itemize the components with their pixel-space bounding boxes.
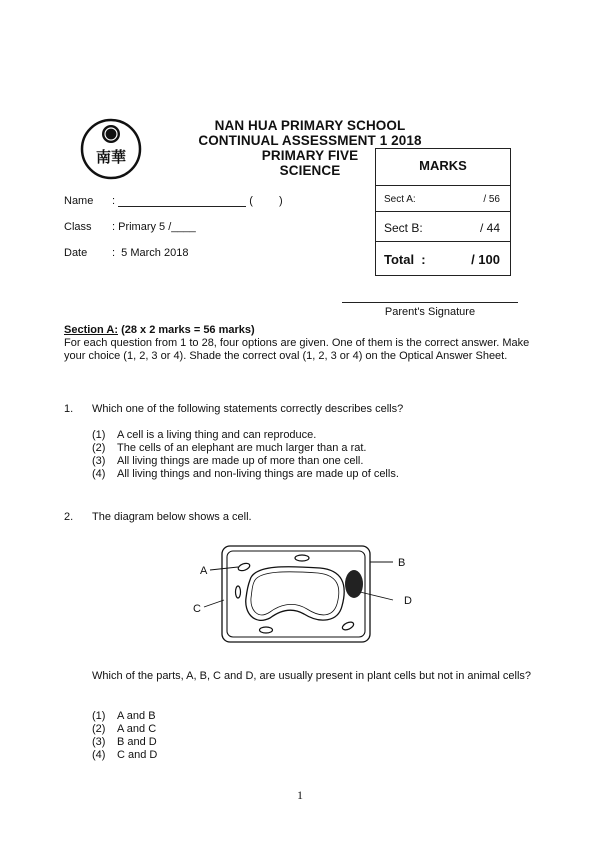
level-title: PRIMARY FIVE — [261, 148, 359, 163]
label-a: A — [200, 565, 208, 577]
marks-row-sect-a — [376, 185, 510, 212]
vacuole-inner — [251, 572, 339, 615]
class-value: : Primary 5 /____ — [112, 221, 196, 233]
option[interactable]: (2) The cells of an elephant are much larger than a rat. — [92, 442, 367, 454]
class-field[interactable] — [64, 221, 196, 233]
class-label: Class — [64, 221, 92, 233]
marks-value: / 100 — [471, 252, 500, 267]
name-paren-close: ) — [278, 195, 283, 207]
logo-text: 南華 — [95, 149, 127, 166]
option[interactable]: (1) A cell is a living thing and can reproduce. — [92, 429, 317, 441]
chloroplast — [237, 562, 250, 572]
subject-title: SCIENCE — [279, 163, 341, 178]
marks-row-total — [376, 241, 510, 276]
school-name: NAN HUA PRIMARY SCHOOL — [214, 118, 406, 133]
marks-title: MARKS — [419, 158, 467, 173]
date-field — [64, 247, 188, 259]
option[interactable]: (2) A and C — [92, 723, 157, 735]
date-label: Date — [64, 247, 88, 259]
question-text: Which one of the following statements correctly describes cells? — [92, 403, 404, 415]
date-value: : 5 March 2018 — [112, 247, 189, 259]
vacuole — [246, 567, 344, 621]
option[interactable]: (1) A and B — [92, 710, 156, 722]
question-2-followup: Which of the parts, A, B, C and D, are usually present in plant cells but not in animal cells? — [92, 670, 532, 682]
name-label: Name — [64, 195, 94, 207]
section-a-intro — [64, 324, 534, 363]
marks-value: / 56 — [483, 194, 500, 205]
page-number: 1 — [297, 788, 303, 802]
label-c: C — [193, 603, 201, 615]
name-paren-open: ( — [249, 195, 253, 207]
question-1-options — [92, 429, 399, 481]
signature-line[interactable] — [342, 302, 518, 303]
marks-label: Sect B: — [384, 221, 423, 235]
option[interactable]: (3) B and D — [92, 736, 157, 748]
assessment-title: CONTINUAL ASSESSMENT 1 2018 — [198, 133, 422, 148]
name-separator: : — [112, 195, 116, 207]
chloroplast — [341, 621, 355, 632]
signature-label: Parent's Signature — [384, 306, 476, 318]
question-text: The diagram below shows a cell. — [92, 511, 252, 523]
name-field[interactable] — [64, 195, 283, 207]
option[interactable]: (4) C and D — [92, 749, 158, 761]
marks-label: Sect A: — [384, 194, 416, 205]
nucleus — [345, 570, 363, 598]
marks-box — [375, 148, 511, 276]
chloroplast — [295, 555, 309, 561]
school-logo — [80, 118, 142, 180]
section-a-instructions: For each question from 1 to 28, four options are given. One of them is the correct answer. Make your choice (1, 2, 3 or 4). Shade the correct oval (1, 2, 3 or 4) on the Optical Answer Sheet. — [64, 337, 530, 362]
question-number: 1. — [64, 403, 74, 415]
option[interactable]: (4) All living things and non-living things are made up of cells. — [92, 468, 399, 480]
section-a-heading: Section A: — [64, 324, 118, 336]
option[interactable]: (3) All living things are made up of more than one cell. — [92, 455, 364, 467]
question-2-options — [92, 710, 157, 762]
marks-row-sect-b — [376, 211, 510, 242]
label-b: B — [398, 557, 406, 569]
question-number: 2. — [64, 511, 74, 523]
marks-value: / 44 — [479, 221, 500, 235]
section-a-marks-note: (28 x 2 marks = 56 marks) — [121, 324, 255, 336]
chloroplast — [236, 586, 241, 598]
label-d: D — [404, 595, 412, 607]
marks-label: Total : — [384, 252, 426, 267]
cell-diagram — [180, 540, 430, 650]
chloroplast — [260, 627, 273, 633]
name-blank[interactable] — [118, 196, 246, 207]
